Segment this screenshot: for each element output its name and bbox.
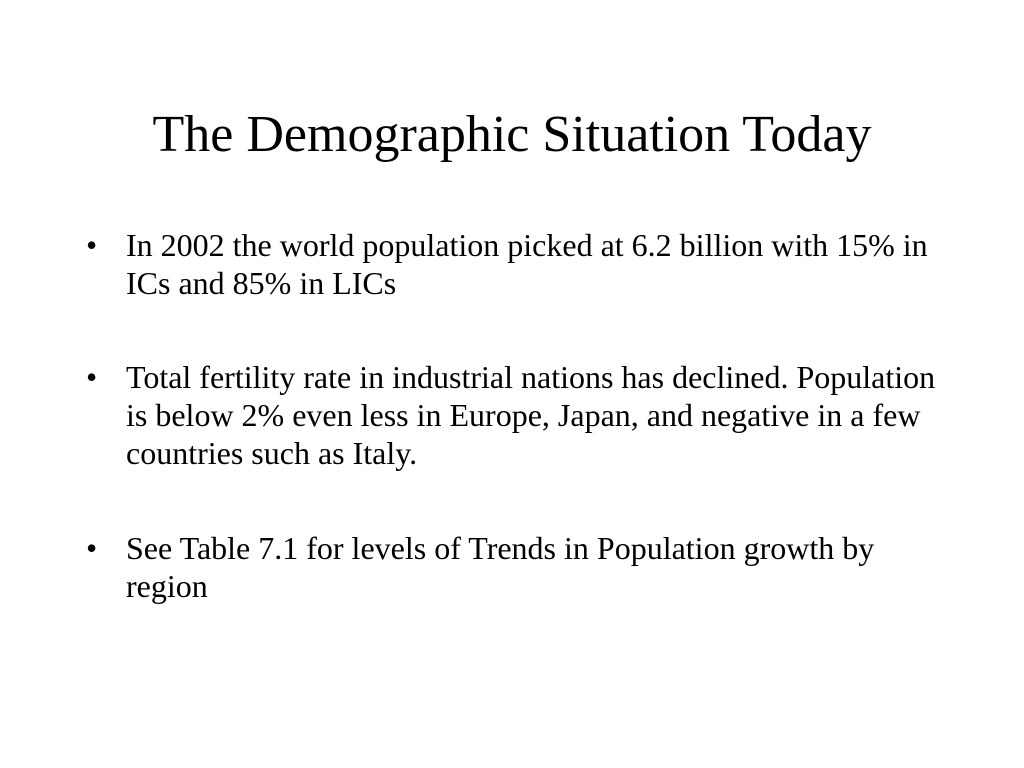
bullet-text: See Table 7.1 for levels of Trends in Population growth by region: [126, 530, 875, 604]
bullet-text: Total fertility rate in industrial nations has declined. Population is below 2% even less in Europe, Japan, and negative in a few countries such as Italy.: [126, 359, 936, 471]
slide-title: The Demographic Situation Today: [152, 106, 872, 163]
bullet-text: In 2002 the world population picked at 6.2 billion with 15% in ICs and 85% in LICs: [126, 227, 928, 301]
bullet-item: [86, 358, 946, 472]
bullet-item: [86, 529, 946, 605]
bullet-dot-icon: •: [86, 359, 98, 395]
bullet-item: [86, 226, 946, 302]
bullet-dot-icon: •: [86, 530, 98, 566]
bullet-list: [86, 226, 946, 661]
bullet-dot-icon: •: [86, 227, 98, 263]
